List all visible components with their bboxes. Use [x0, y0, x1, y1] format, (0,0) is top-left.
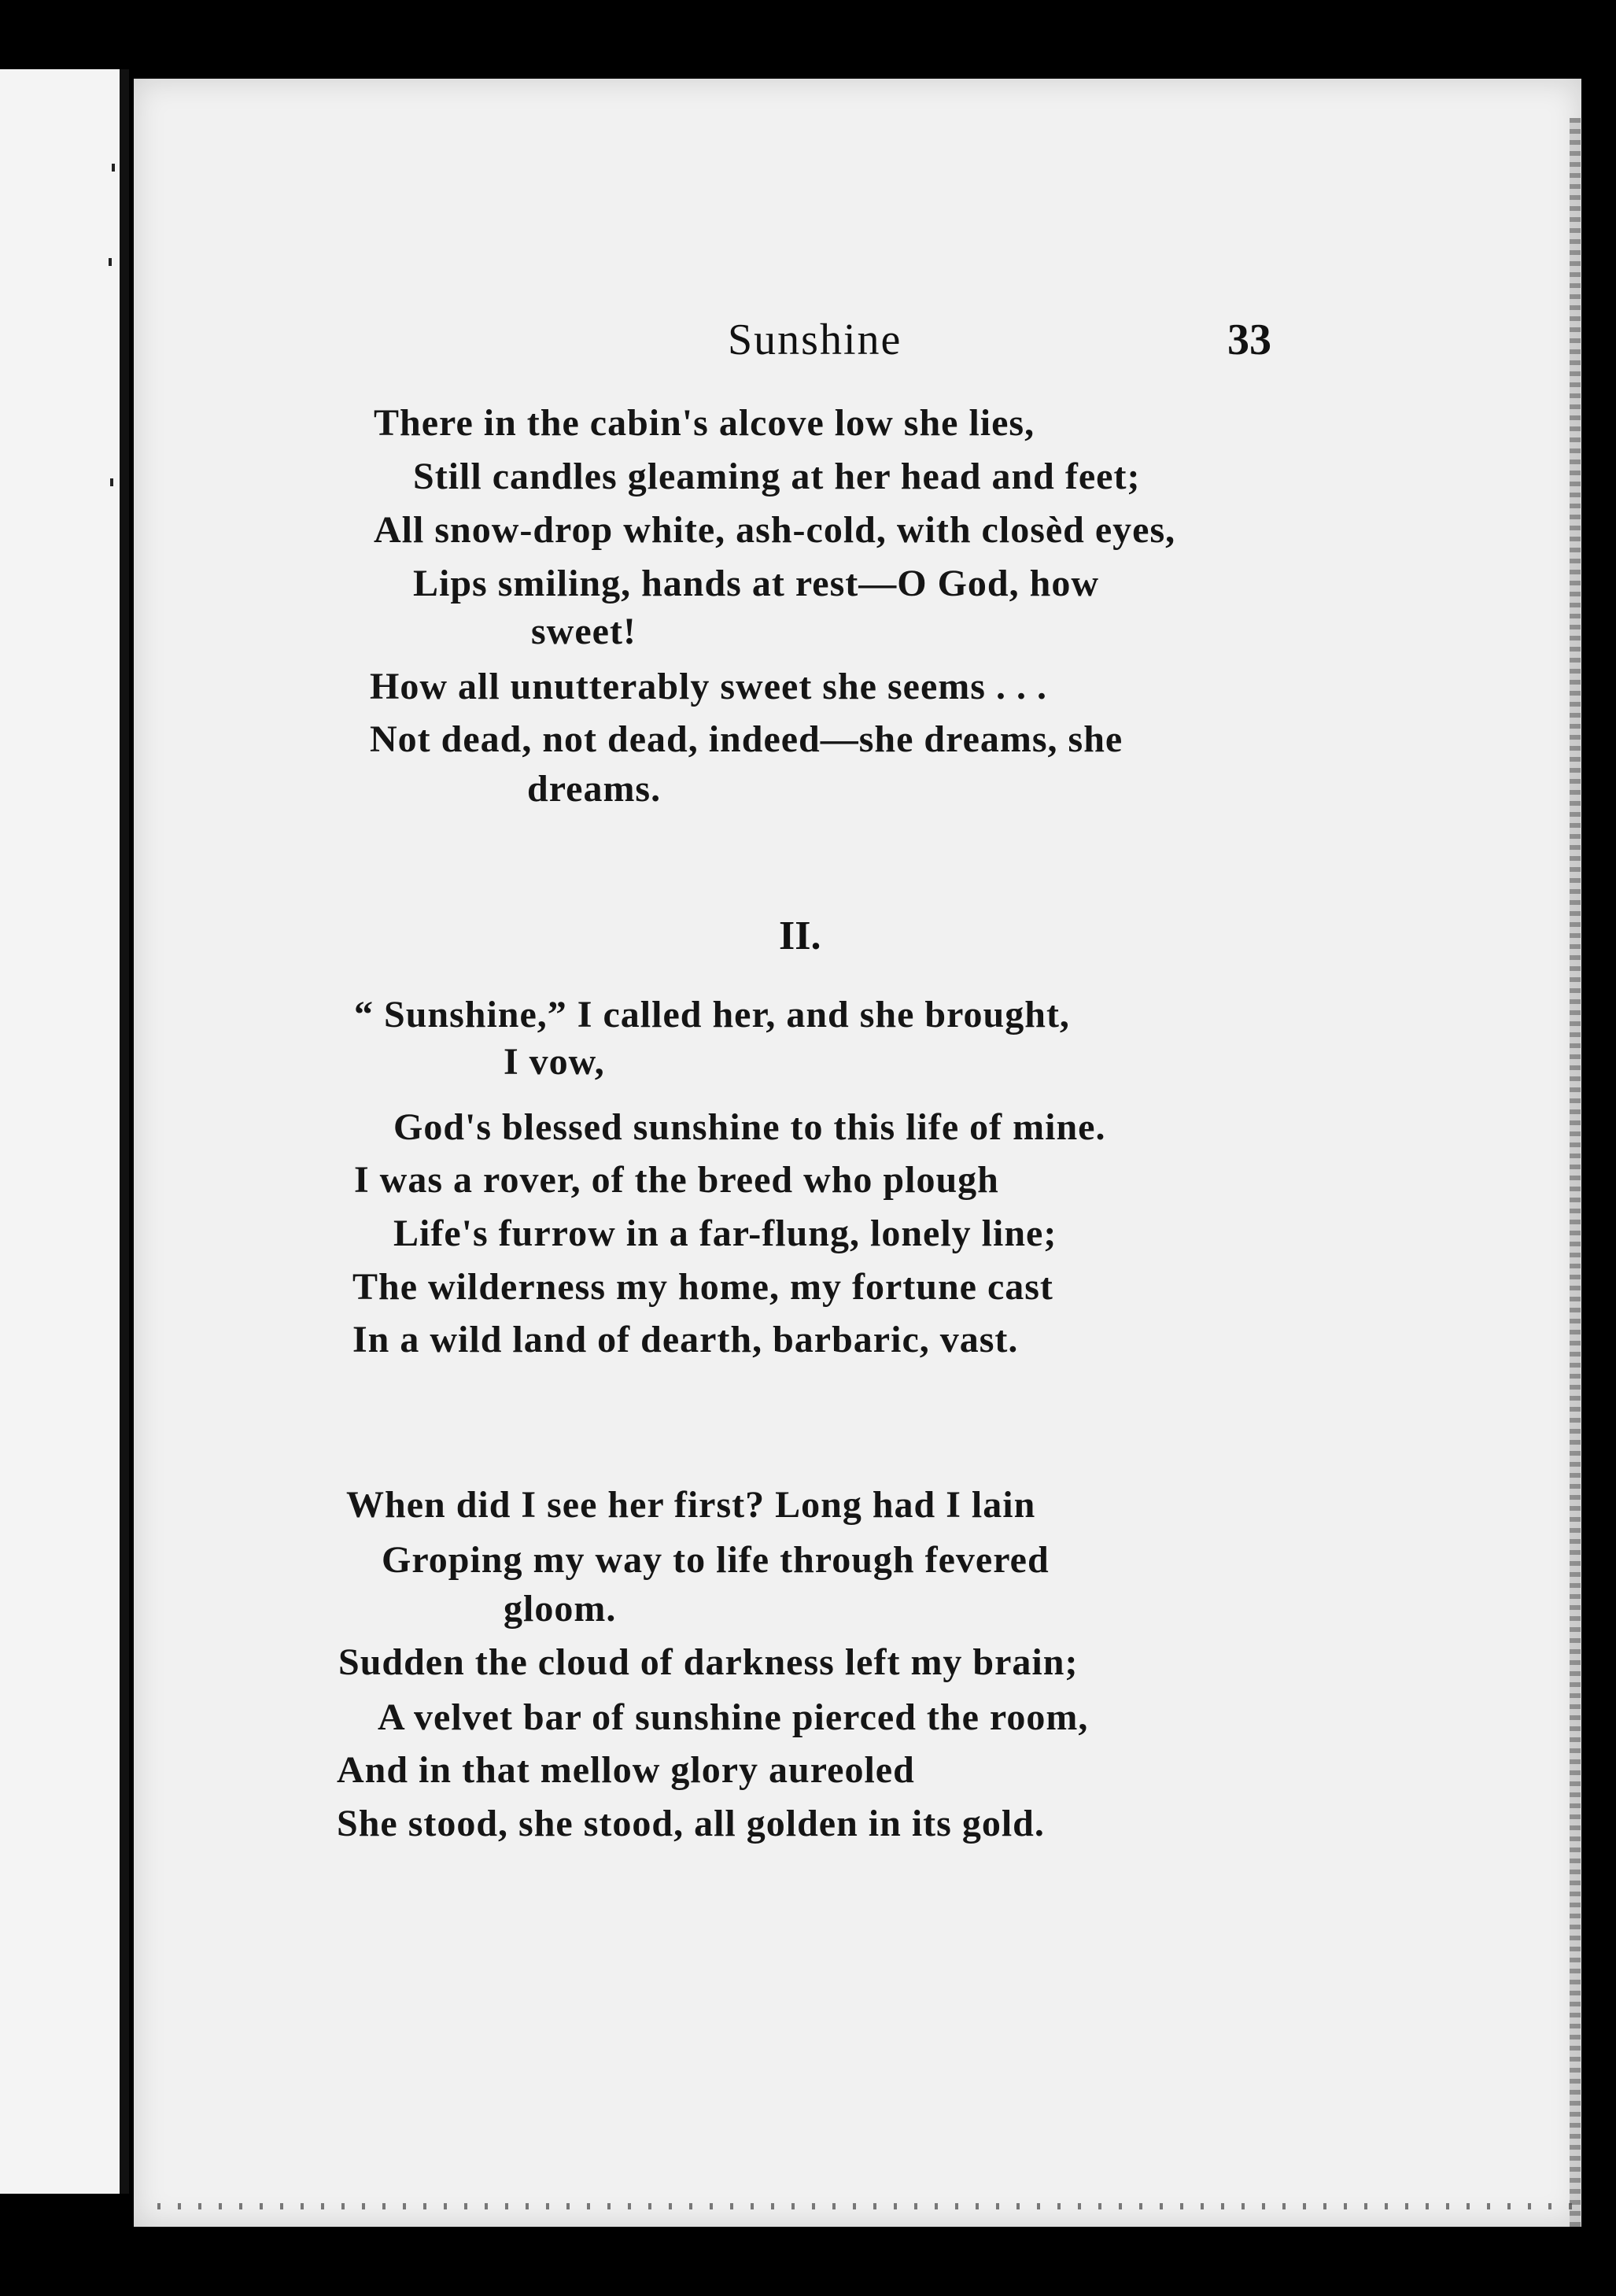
page-edge — [1570, 118, 1581, 2227]
verse-line: God's blessed sunshine to this life of mine. — [393, 1106, 1106, 1148]
verse-line: She stood, she stood, all golden in its gold. — [337, 1803, 1045, 1844]
verse-line: Lips smiling, hands at rest—O God, how — [413, 563, 1099, 604]
verse-line: I was a rover, of the breed who plough — [354, 1159, 999, 1201]
running-title: Sunshine — [728, 316, 902, 364]
verse-line-continuation: I vow, — [504, 1041, 605, 1083]
verse-line: A velvet bar of sunshine pierced the room, — [378, 1696, 1089, 1738]
verse-line: The wilderness my home, my fortune cast — [352, 1266, 1053, 1308]
facing-page-edge — [0, 69, 129, 2194]
verse-line: “ Sunshine,” I called her, and she brought, — [354, 994, 1070, 1035]
verse-line: Groping my way to life through fevered — [382, 1539, 1050, 1581]
verse-line-continuation: dreams. — [527, 768, 662, 810]
scan-speck — [112, 164, 115, 172]
verse-line: How all unutterably sweet she seems . . . — [370, 666, 1047, 707]
verse-line-continuation: sweet! — [531, 611, 636, 652]
scan-speck — [109, 258, 112, 266]
verse-line: Sudden the cloud of darkness left my brain; — [338, 1641, 1079, 1683]
scan-speck — [110, 478, 113, 486]
verse-line: When did I see her first? Long had I lain — [346, 1484, 1036, 1526]
verse-line-continuation: gloom. — [504, 1588, 617, 1630]
verse-line: And in that mellow glory aureoled — [337, 1749, 915, 1791]
verse-line: Not dead, not dead, indeed—she dreams, she — [370, 718, 1123, 760]
section-number: II. — [779, 914, 821, 958]
verse-line: Still candles gleaming at her head and feet; — [413, 456, 1141, 497]
page-edge-dots — [157, 2203, 1574, 2209]
verse-line: There in the cabin's alcove low she lies, — [374, 402, 1035, 444]
verse-line: In a wild land of dearth, barbaric, vast. — [352, 1319, 1019, 1360]
verse-line: Life's furrow in a far-flung, lonely line; — [393, 1213, 1057, 1254]
verse-line: All snow-drop white, ash-cold, with closèd eyes, — [374, 509, 1176, 551]
page-number: 33 — [1227, 316, 1271, 364]
